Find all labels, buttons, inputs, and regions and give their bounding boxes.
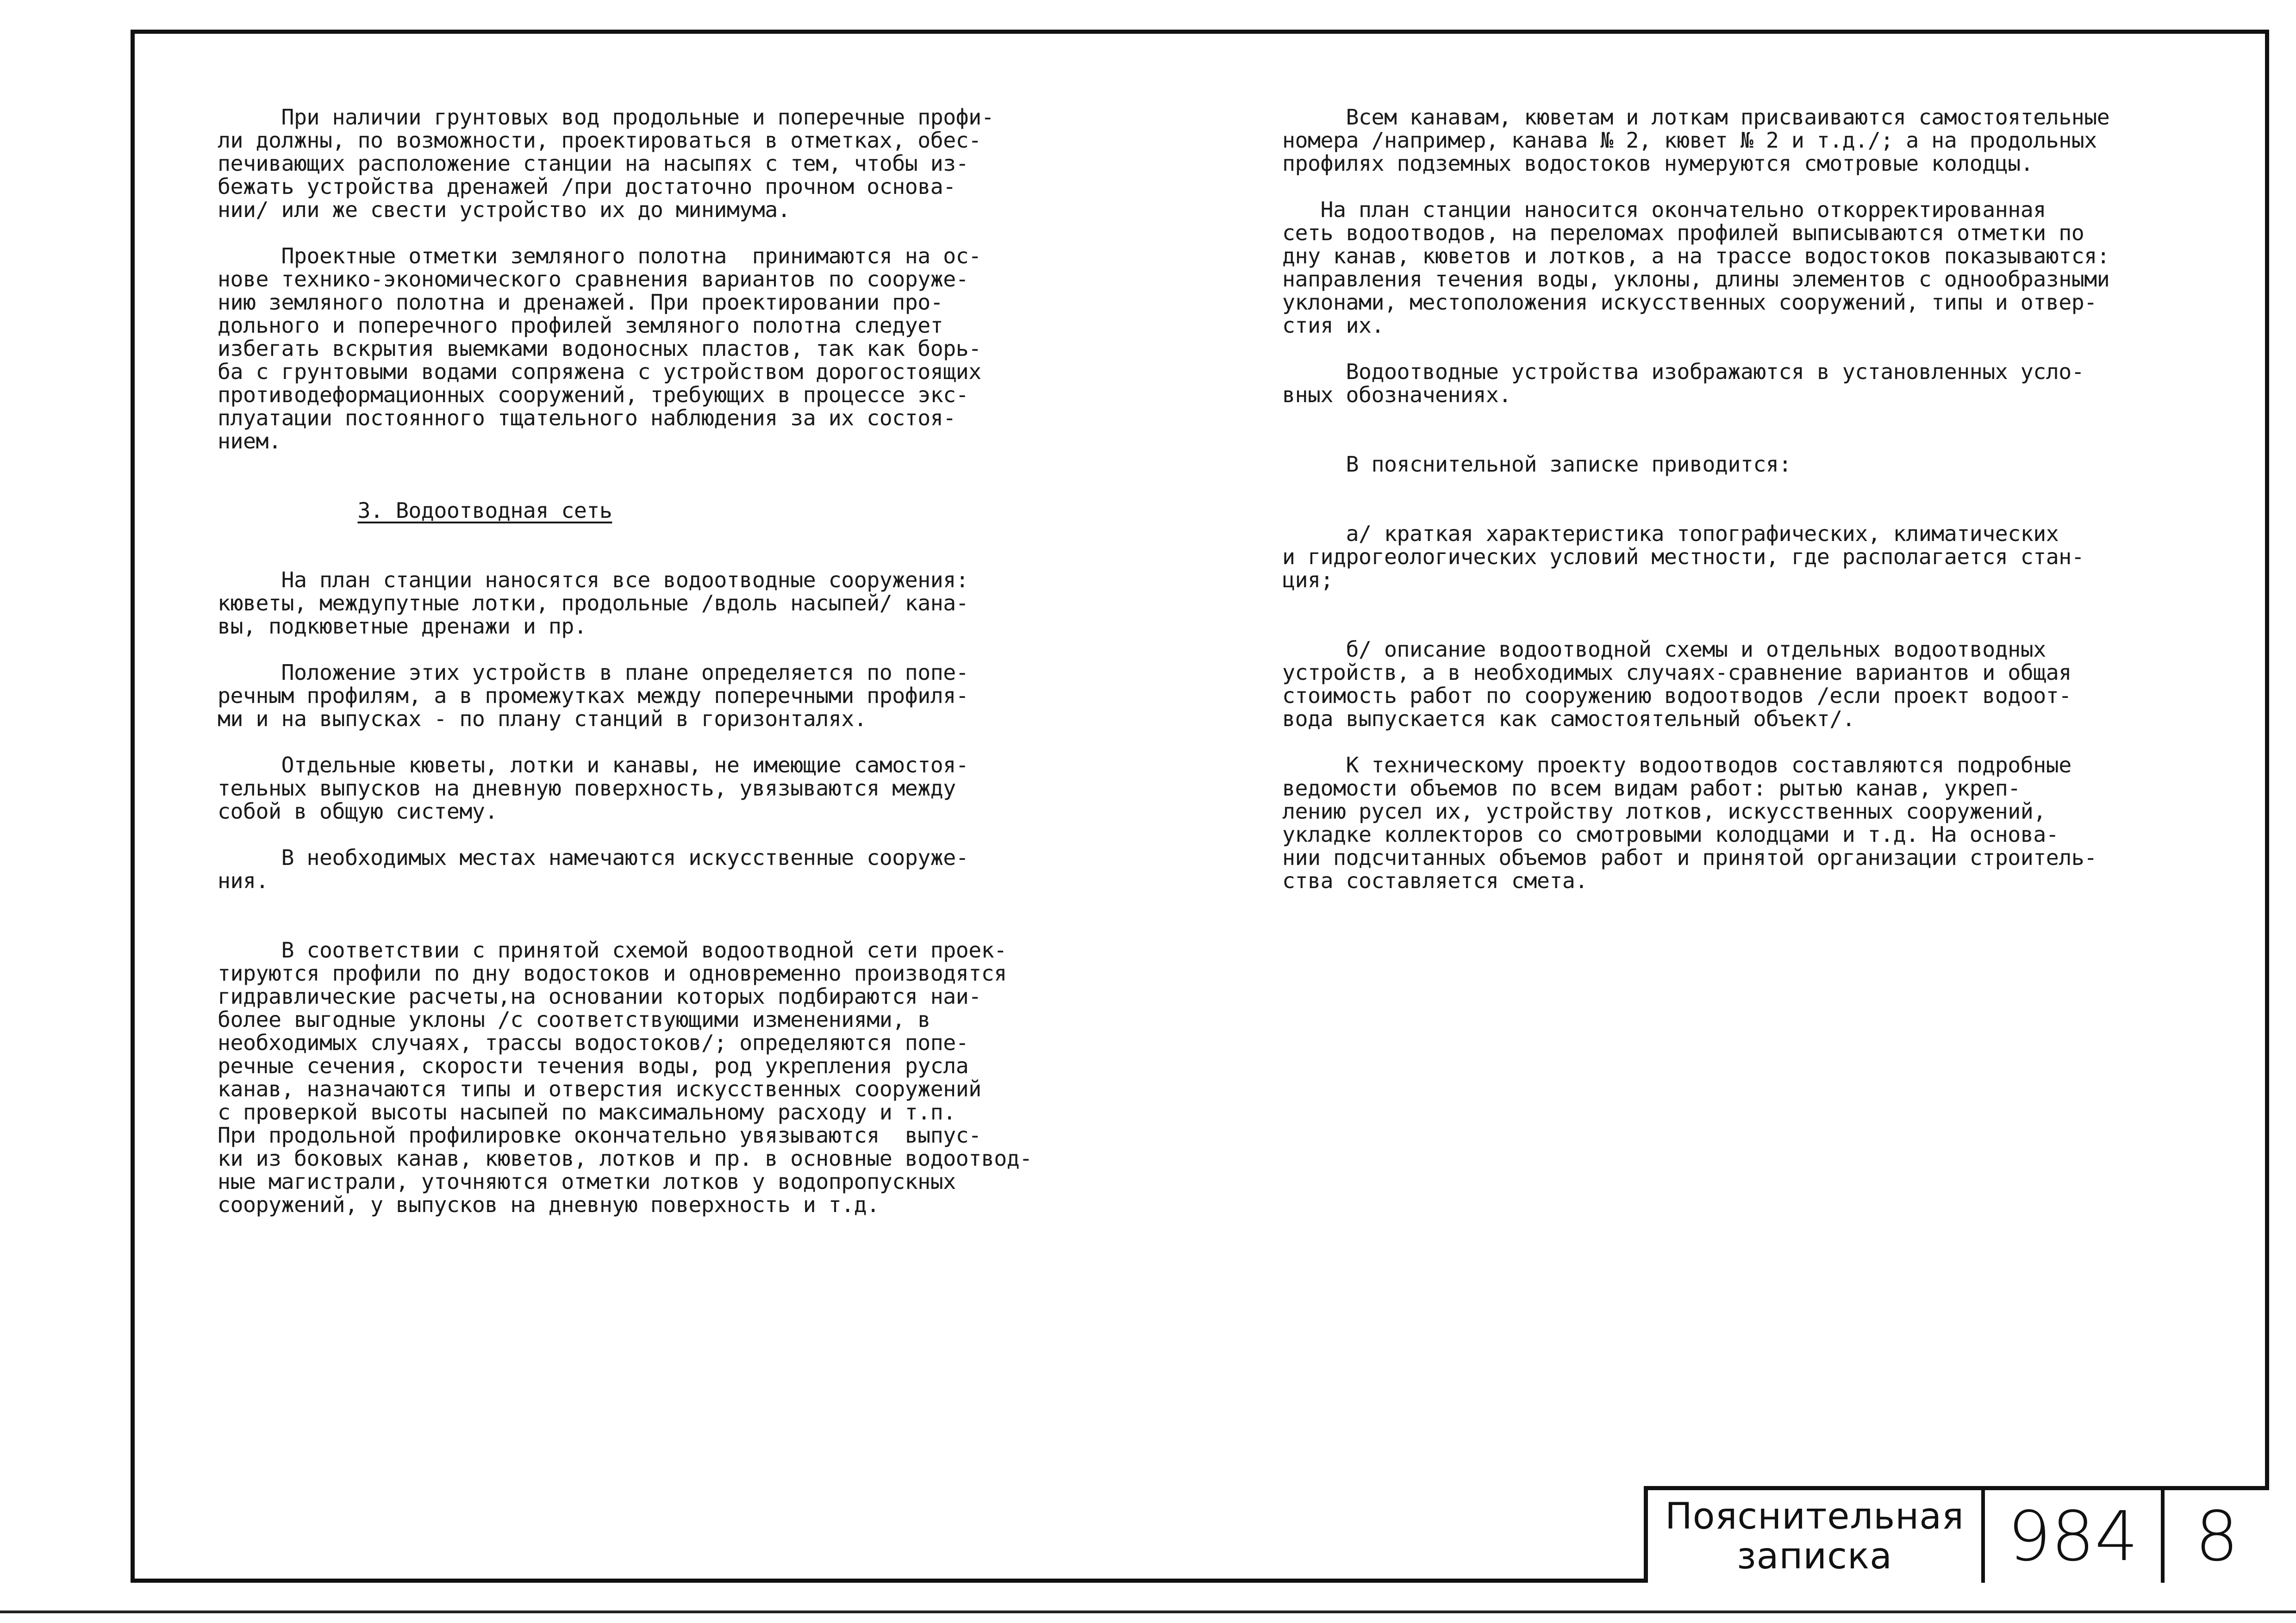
text-line: Водоотводные устройства изображаются в установленных усло- bbox=[1282, 359, 2084, 384]
text-line bbox=[1282, 337, 2109, 360]
text-line: плуатации постоянного тщательного наблюдения за их состоя- bbox=[218, 405, 956, 430]
text-line: К техническому проекту водоотводов составляются подробные bbox=[1282, 752, 2071, 777]
text-line: гидравлические расчеты,на основании которых подбираются наи- bbox=[218, 984, 981, 1009]
paragraph bbox=[1282, 522, 2109, 591]
text-line bbox=[218, 638, 1032, 661]
text-line: и гидрогеологических условий местности, где располагается стан- bbox=[1282, 544, 2084, 569]
text-line: тельных выпусков на дневную поверхность, увязываются между bbox=[218, 776, 956, 801]
text-line bbox=[1282, 591, 2109, 615]
document-name-line-2: записка bbox=[1737, 1536, 1892, 1577]
text-line: номера /например, канава № 2, кювет № 2 и т.д./; а на продольных bbox=[1282, 128, 2097, 153]
text-line bbox=[1282, 476, 2109, 499]
text-line: речным профилям, а в промежутках между поперечными профиля- bbox=[218, 683, 969, 708]
text-line bbox=[218, 476, 1032, 499]
paragraph bbox=[218, 753, 1032, 823]
document-number: 984 bbox=[1985, 1490, 2165, 1583]
paragraph-gap bbox=[218, 638, 1032, 661]
text-line: Всем канавам, кюветам и лоткам присваиваются самостоятельные bbox=[1282, 105, 2110, 130]
title-block bbox=[1644, 1486, 2269, 1583]
paragraph-gap bbox=[218, 522, 1032, 568]
text-line: устройств, а в необходимых случаях-сравнение вариантов и общая bbox=[1282, 660, 2071, 685]
text-line: печивающих расположение станции на насыпях с тем, чтобы из- bbox=[218, 151, 969, 176]
text-line: тируются профили по дну водостоков и одновременно производятся bbox=[218, 961, 1007, 986]
text-line bbox=[218, 453, 1032, 476]
paragraph bbox=[218, 661, 1032, 730]
document-name-cell bbox=[1648, 1490, 1985, 1583]
paragraph-gap bbox=[218, 823, 1032, 846]
text-line: нием. bbox=[218, 429, 281, 454]
text-line: ведомости объемов по всем видам работ: рытью канав, укреп- bbox=[1282, 776, 2021, 801]
text-line: дну канав, кюветов и лотков, а на трассе водостоков показываются: bbox=[1282, 243, 2110, 268]
left-text-column bbox=[218, 106, 1032, 1216]
paragraph-gap bbox=[1282, 337, 2109, 360]
text-line: ция; bbox=[1282, 567, 1333, 592]
text-line: вы, подкюветные дренажи и пр. bbox=[218, 614, 587, 639]
text-line: Положение этих устройств в плане определяется по попе- bbox=[218, 660, 969, 685]
text-line: избегать вскрытия выемками водоносных пластов, так как борь- bbox=[218, 336, 981, 361]
text-line: канав, назначаются типы и отверстия искусственных сооружений bbox=[218, 1076, 981, 1101]
text-line bbox=[218, 892, 1032, 915]
text-line bbox=[1282, 730, 2109, 753]
text-line: сеть водоотводов, на переломах профилей выписываются отметки по bbox=[1282, 220, 2084, 245]
text-line: ные магистрали, уточняются отметки лотков у водопропускных bbox=[218, 1169, 956, 1194]
text-line bbox=[1282, 175, 2109, 198]
text-line bbox=[1282, 615, 2109, 638]
text-line: вных обозначениях. bbox=[1282, 382, 1511, 407]
text-line: При наличии грунтовых вод продольные и поперечные профи- bbox=[218, 105, 994, 130]
text-line: укладке коллекторов со смотровыми колодцами и т.д. На основа- bbox=[1282, 822, 2059, 847]
text-line bbox=[218, 545, 1032, 568]
text-line: вода выпускается как самостоятельный объект/. bbox=[1282, 706, 1855, 731]
text-line: более выгодные уклоны /с соответствующими изменениями, в bbox=[218, 1007, 930, 1032]
text-line: б/ описание водоотводной схемы и отдельных водоотводных bbox=[1282, 637, 2046, 662]
paragraph bbox=[1282, 360, 2109, 406]
paragraph-gap bbox=[218, 453, 1032, 499]
paragraph bbox=[1282, 453, 2109, 476]
right-text-column bbox=[1282, 106, 2109, 892]
text-line: бежать устройства дренажей /при достаточно прочном основа- bbox=[218, 174, 956, 199]
text-line: необходимых случаях, трассы водостоков/; определяются попе- bbox=[218, 1030, 969, 1055]
paragraph bbox=[218, 106, 1032, 221]
section-heading bbox=[218, 499, 1032, 522]
text-line: профилях подземных водостоков нумеруются смотровые колодцы. bbox=[1282, 151, 2034, 176]
text-line bbox=[1282, 406, 2109, 429]
paragraph-gap bbox=[218, 892, 1032, 939]
text-line: ли должны, по возможности, проектироваться в отметках, обес- bbox=[218, 128, 981, 153]
text-line: нии/ или же свести устройство их до минимума. bbox=[218, 197, 791, 222]
paragraph bbox=[218, 846, 1032, 892]
text-line: сооружений, у выпусков на дневную поверхность и т.д. bbox=[218, 1192, 880, 1217]
document-name-line-1: Пояснительная bbox=[1665, 1496, 1964, 1537]
paragraph-gap bbox=[1282, 406, 2109, 453]
text-line: с проверкой высоты насыпей по максимальному расходу и т.п. bbox=[218, 1100, 956, 1125]
paragraph-gap bbox=[1282, 591, 2109, 638]
text-line: На план станции наносятся все водоотводные сооружения: bbox=[218, 567, 969, 592]
text-line: ба с грунтовыми водами сопряжена с устройством дорогостоящих bbox=[218, 359, 981, 384]
text-line: нии подсчитанных объемов работ и принятой организации строитель- bbox=[1282, 845, 2097, 870]
text-line: противодеформационных сооружений, требующих в процессе экс- bbox=[218, 382, 969, 407]
text-line bbox=[218, 730, 1032, 753]
paragraph-gap bbox=[218, 221, 1032, 244]
sheet-bottom-edge bbox=[0, 1611, 2296, 1613]
text-line: Проектные отметки земляного полотна принимаются на ос- bbox=[218, 243, 981, 268]
text-line: нове технико-экономического сравнения вариантов по сооруже- bbox=[218, 267, 969, 292]
paragraph bbox=[1282, 106, 2109, 175]
paragraph-gap bbox=[1282, 175, 2109, 198]
text-line: стоимость работ по сооружению водоотводов /если проект водоот- bbox=[1282, 683, 2071, 708]
text-line: Отдельные кюветы, лотки и канавы, не имеющие самостоя- bbox=[218, 752, 969, 777]
text-line bbox=[218, 522, 1032, 545]
text-line: лению русел их, устройству лотков, искусственных сооружений, bbox=[1282, 799, 2046, 824]
text-line: уклонами, местоположения искусственных сооружений, типы и отвер- bbox=[1282, 290, 2097, 315]
text-line bbox=[218, 823, 1032, 846]
paragraph-gap bbox=[1282, 730, 2109, 753]
text-line: собой в общую систему. bbox=[218, 799, 498, 824]
text-line: ки из боковых канав, кюветов, лотков и пр. в основные водоотвод- bbox=[218, 1146, 1032, 1171]
sheet-number: 8 bbox=[2195, 1497, 2239, 1576]
text-line bbox=[218, 915, 1032, 939]
text-line: стия их. bbox=[1282, 313, 1384, 338]
text-line: ми и на выпусках - по плану станций в горизонталях. bbox=[218, 706, 867, 731]
paragraph bbox=[1282, 638, 2109, 730]
text-line: речные сечения, скорости течения воды, род укрепления русла bbox=[218, 1053, 969, 1078]
text-line bbox=[218, 221, 1032, 244]
text-line bbox=[1282, 429, 2109, 453]
text-line: ства составляется смета. bbox=[1282, 868, 1588, 893]
text-line: направления течения воды, уклоны, длины элементов с однообразными bbox=[1282, 267, 2110, 292]
section-heading-text: 3. Водоотводная сеть bbox=[357, 498, 612, 523]
text-line: нию земляного полотна и дренажей. При проектировании про- bbox=[218, 290, 943, 315]
paragraph bbox=[218, 939, 1032, 1216]
paragraph bbox=[1282, 753, 2109, 892]
paragraph bbox=[218, 244, 1032, 453]
paragraph bbox=[218, 568, 1032, 638]
text-line: дольного и поперечного профилей земляного полотна следует bbox=[218, 313, 943, 338]
text-line: В соответствии с принятой схемой водоотводной сети проек- bbox=[218, 938, 1007, 963]
text-line: кюветы, междупутные лотки, продольные /вдоль насыпей/ кана- bbox=[218, 591, 969, 616]
paragraph-gap bbox=[218, 730, 1032, 753]
paragraph bbox=[1282, 198, 2109, 337]
paragraph-gap bbox=[1282, 476, 2109, 522]
text-line: ния. bbox=[218, 868, 268, 893]
text-line: При продольной профилировке окончательно увязываются выпус- bbox=[218, 1123, 981, 1148]
text-line bbox=[1282, 499, 2109, 522]
text-line: На план станции наносится окончательно откорректированная bbox=[1282, 197, 2046, 222]
text-line: В пояснительной записке приводится: bbox=[1282, 452, 1791, 477]
text-line: а/ краткая характеристика топографических, климатических bbox=[1282, 521, 2059, 546]
text-line: В необходимых местах намечаются искусственные сооруже- bbox=[218, 845, 969, 870]
